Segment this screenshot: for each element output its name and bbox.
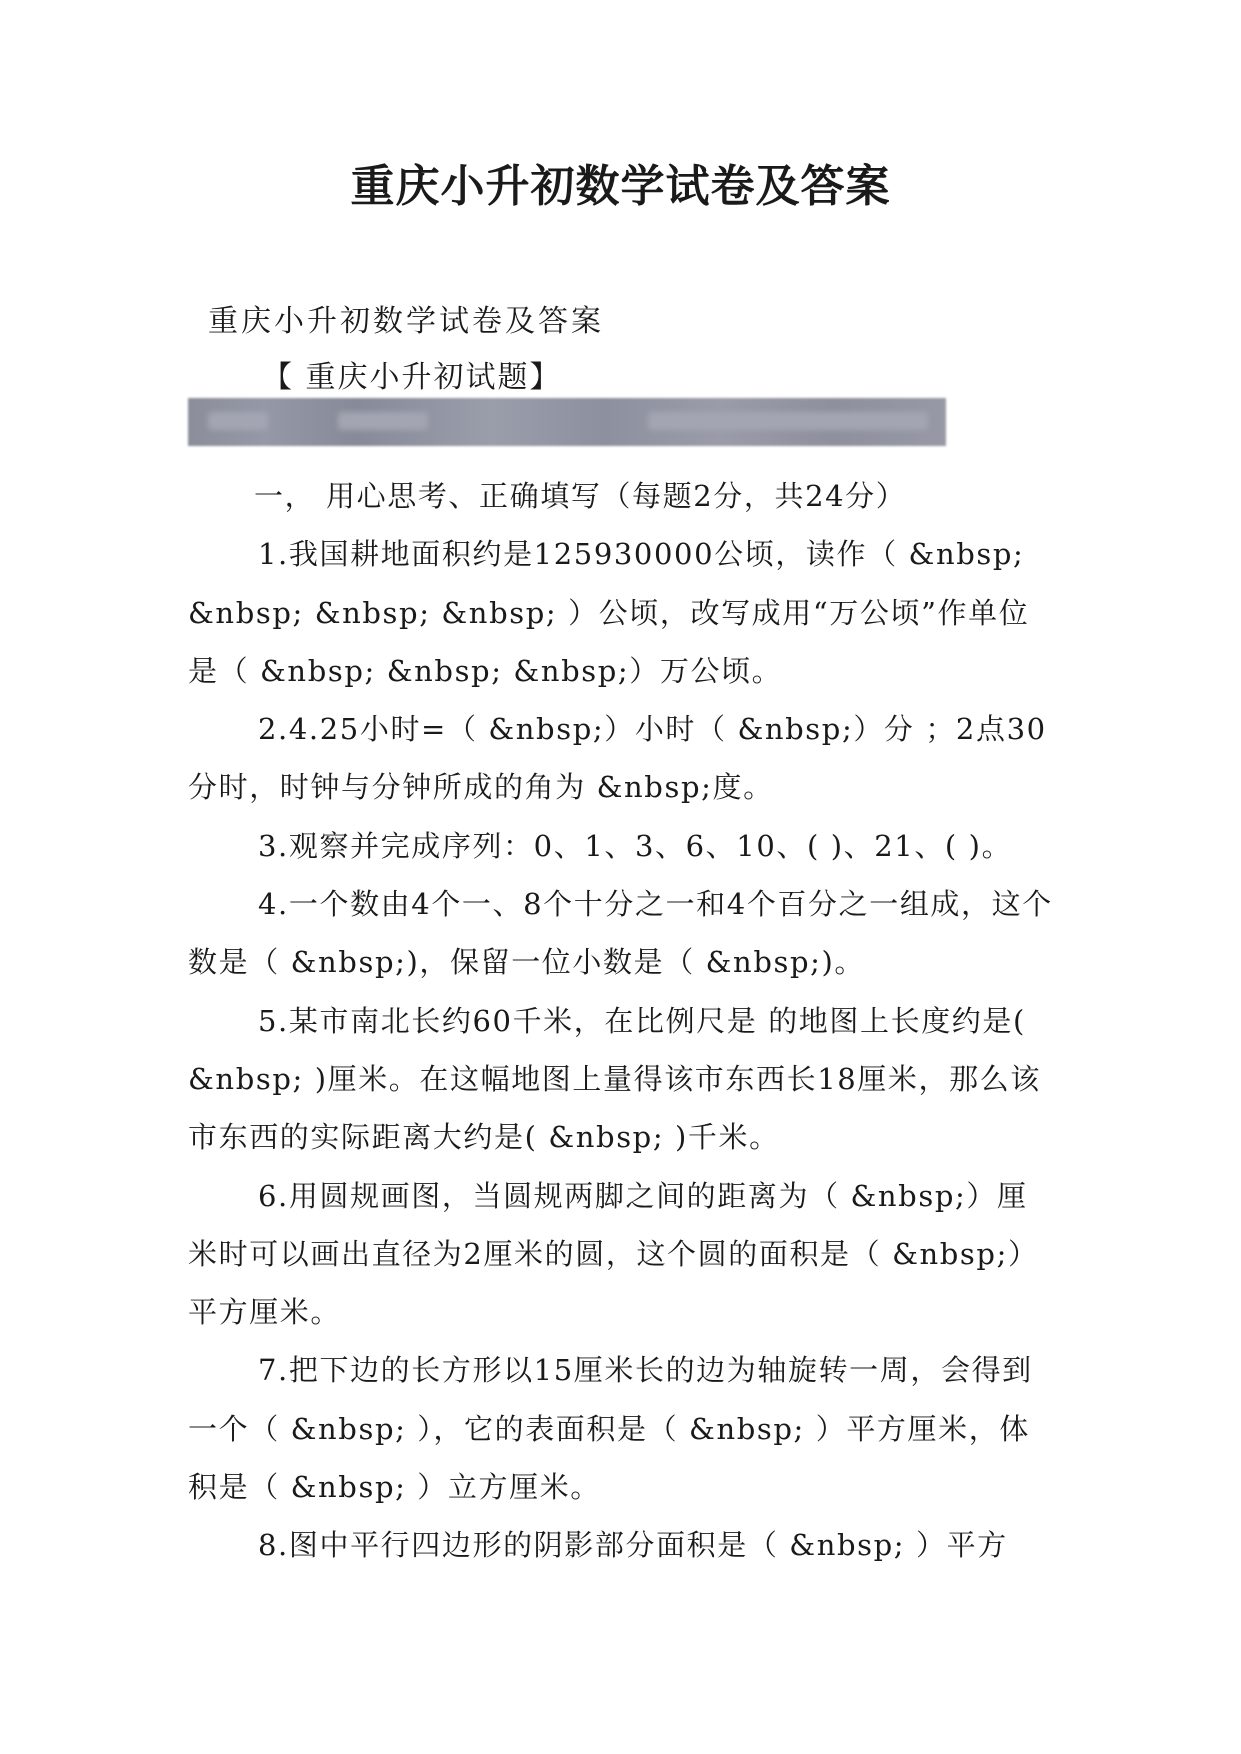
blur-shape bbox=[208, 412, 268, 430]
blur-shape bbox=[648, 412, 928, 430]
section-heading: 一， 用心思考、正确填写（每题2分，共24分） bbox=[254, 479, 907, 513]
blur-shape bbox=[338, 412, 428, 430]
question-1: 1.我国耕地面积约是125930000公顷，读作（ &nbsp; &nbsp; &nbsp; &nbsp; ）公顷，改写成用“万公顷”作单位是（ &nbsp; &nbsp; &nbsp;）万公顷。 bbox=[188, 537, 1030, 688]
question-5: 5.某市南北长约60千米，在比例尺是 的地图上长度约是( &nbsp; )厘米。在这幅地图上量得该市东西长18厘米，那么该市东西的实际距离大约是( &nbsp; )千米。 bbox=[188, 1003, 1041, 1155]
document-subtitle: 重庆小升初数学试卷及答案 bbox=[208, 304, 604, 339]
question-8: 8.图中平行四边形的阴影部分面积是（ &nbsp; ）平方 bbox=[258, 1528, 1008, 1563]
question-4: 4.一个数由4个一、8个十分之一和4个百分之一组成，这个数是（ &nbsp;)，保留一位小数是（ &nbsp;)。 bbox=[188, 887, 1053, 980]
document-title: 重庆小升初数学试卷及答案 bbox=[350, 161, 891, 212]
question-6: 6.用圆规画图，当圆规两脚之间的距离为（ &nbsp;）厘米时可以画出直径为2厘米的圆，这个圆的面积是（ &nbsp;）平方厘米。 bbox=[188, 1178, 1039, 1330]
question-body bbox=[188, 467, 1058, 1575]
question-7: 7.把下边的长方形以15厘米长的边为轴旋转一周，会得到一个（ &nbsp; ），它的表面积是（ &nbsp; ）平方厘米，体积是（ &nbsp; ）立方厘米。 bbox=[188, 1353, 1033, 1505]
question-2: 2.4.25小时=（ &nbsp;）小时（ &nbsp;）分 ；2点30分时，时钟与分钟所成的角为 &nbsp;度。 bbox=[188, 712, 1047, 805]
blurred-banner bbox=[188, 398, 946, 446]
question-3: 3.观察并完成序列：0、1、3、6、10、( )、21、( )。 bbox=[258, 828, 1013, 863]
section-tag: 【 重庆小升初试题】 bbox=[262, 360, 562, 395]
